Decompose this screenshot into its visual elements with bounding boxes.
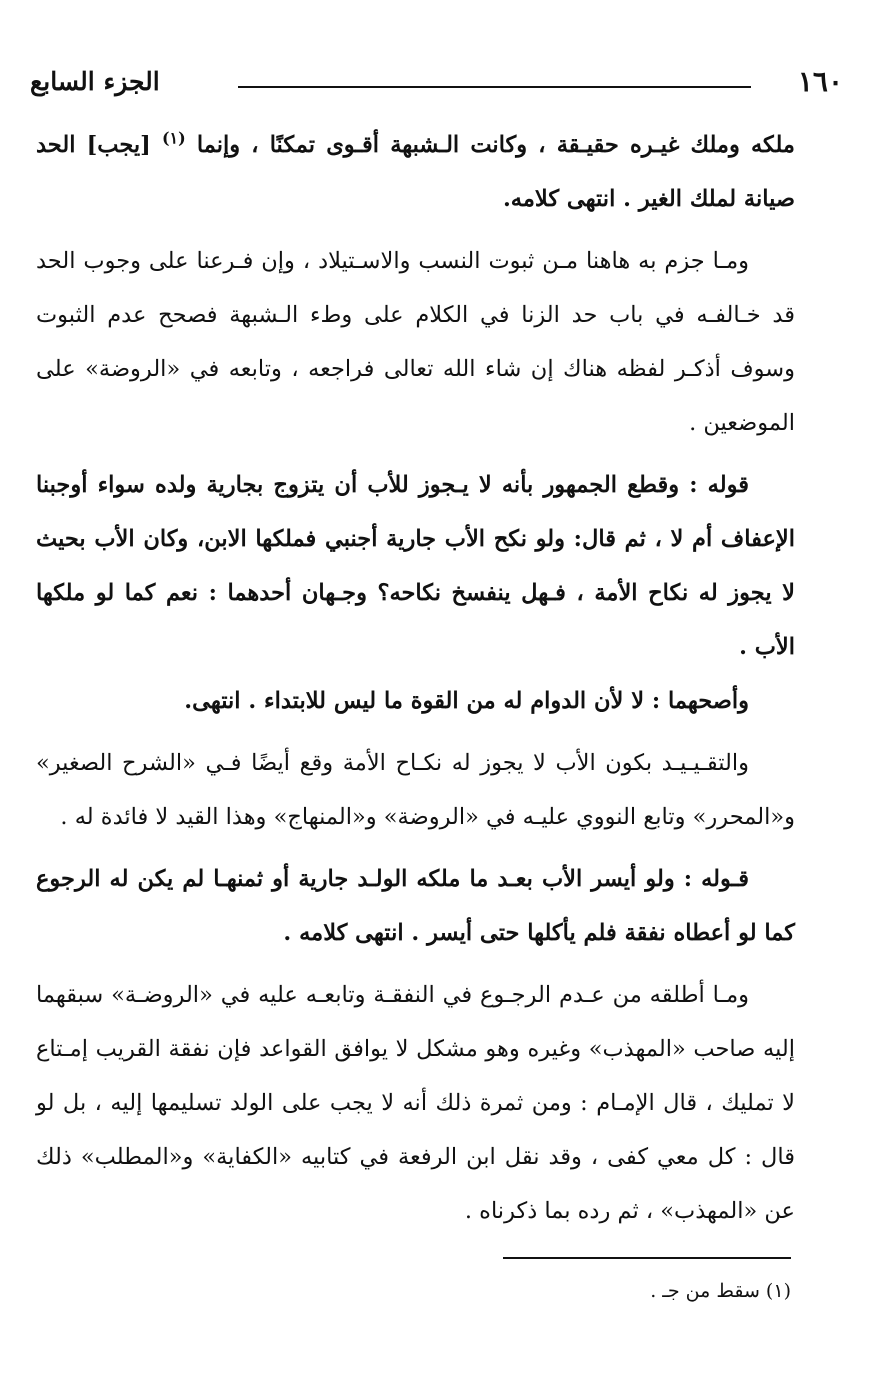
running-title: الجزء السابع [30, 67, 160, 96]
page-header [30, 62, 843, 102]
quoted-paragraph: وأصحهما : لا لأن الدوام له من القوة ما ليس للابتداء . انتهى. [184, 688, 749, 714]
paragraph-continuation [36, 118, 795, 226]
page-number: ١٦٠ [797, 65, 843, 98]
paragraph-text: ملكه وملك غيـره حقيـقة ، وكانت الـشبهة أقـوى تمكنًا ، وإنما [185, 132, 795, 158]
commentary-paragraph: ومـا أطلقه من عـدم الرجـوع في النفقـة وتابعـه عليه في «الروضـة» سبقهما إليه صاحب «المهذب» وغيره وهو مشكل لا يوافق القواعد فإن نفقة القريب إمـتاع لا تمليك ، قال الإمـام : ومن ثمرة ذلك أنه لا يجب على الولد تسليمها إليه ، بل لو قال : كل معي كفى ، وقد نقل ابن الرفعة في كتابيه «الكفاية» و«المطلب» ذلك عن «المهذب» ، ثم رده بما ذكرناه . [36, 982, 795, 1224]
footnote-marker: (١) [161, 128, 186, 148]
commentary-paragraph: ومـا جزم به هاهنا مـن ثبوت النسب والاسـتيلاد ، وإن فـرعنا على وجوب الحد قد خـالفـه في باب حد الزنا في الكلام على وطء الـشبهة فصحح عدم الثبوت وسوف أذكـر لفظه هناك إن شاء الله تعالى فراجعه ، وتابعه في «الروضة» على الموضعين . [36, 248, 795, 436]
commentary-paragraph: والتقـيـيـد بكون الأب لا يجوز له نكـاح الأمة وقع أيضًا فـي «الشرح الصغير» و«المحرر» وتابع النووي عليـه في «الروضة» و«المنهاج» وهذا القيد لا فائدة له . [36, 750, 795, 830]
footnote-rule [503, 1257, 791, 1259]
paragraph-text: [يجب] الحد صيانة لملك الغير . انتهى كلامه. [36, 132, 795, 212]
quoted-paragraph: قـوله : ولو أيسر الأب بعـد ما ملكه الولـد جارية أو ثمنهـا لم يكن له الرجوع كما لو أعطاه نفقة فلم يأكلها حتى أيسر . انتهى كلامه . [36, 866, 795, 946]
quoted-paragraph: قوله : وقطع الجمهور بأنه لا يـجوز للأب أن يتزوج بجارية ولده سواء أوجبنا الإعفاف أم لا ، ثم قال: ولو نكح الأب جارية أجنبي فملكها الابن، وكان الأب بحيث لا يجوز له نكاح الأمة ، فـهل ينفسخ نكاحه؟ وجـهان أحدهما : نعم كما لو ملكها الأب . [36, 472, 795, 660]
header-rule [238, 86, 751, 88]
body-text [36, 118, 795, 1238]
footnote: (١) سقط من جـ . [650, 1280, 791, 1302]
